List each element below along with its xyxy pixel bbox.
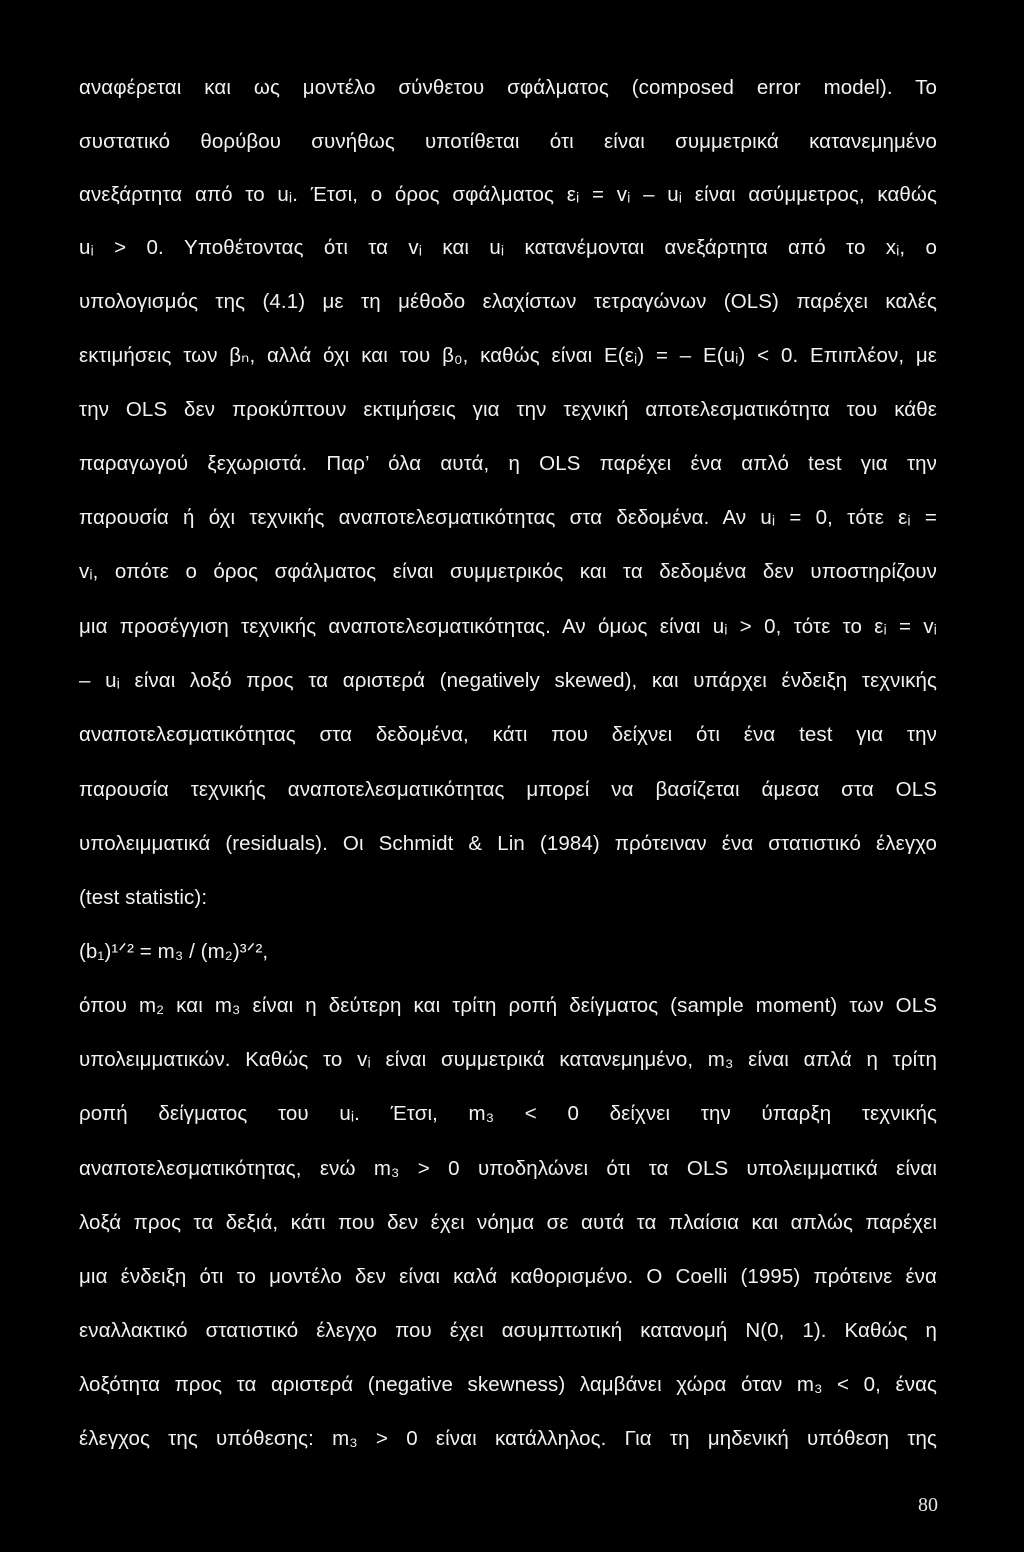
text-line: – uᵢ είναι λοξό προς τα αριστερά (negatively skewed), και υπάρχει ένδειξη τεχνικής [79,669,937,692]
page-number: 80 [918,1494,938,1516]
text-line: έλεγχος της υπόθεσης: m₃ > 0 είναι κατάλληλος. Για τη μηδενική υπόθεση της [79,1427,937,1450]
text-line: εκτιμήσεις των βₙ, αλλά όχι και του β₀, καθώς είναι Ε(εᵢ) = – Ε(uᵢ) < 0. Επιπλέον, με [79,344,937,367]
text-line: λοξότητα προς τα αριστερά (negative skewness) λαμβάνει χώρα όταν m₃ < 0, ένας [79,1373,937,1396]
text-line: (test statistic): [79,886,208,909]
text-line: ροπή δείγματος του uᵢ. Έτσι, m₃ < 0 δείχνει την ύπαρξη τεχνικής [79,1102,937,1125]
text-line: παραγωγού ξεχωριστά. Παρ’ όλα αυτά, η OLS παρέχει ένα απλό test για την [79,452,937,475]
text-line: ανεξάρτητα από το uᵢ. Έτσι, ο όρος σφάλματος εᵢ = vᵢ – uᵢ είναι ασύμμετρος, καθώς [79,183,937,206]
text-line: συστατικό θορύβου συνήθως υποτίθεται ότι είναι συμμετρικά κατανεμημένο [79,130,937,153]
text-line: την OLS δεν προκύπτουν εκτιμήσεις για την τεχνική αποτελεσματικότητα του κάθε [79,398,937,421]
text-line: όπου m₂ και m₃ είναι η δεύτερη και τρίτη ροπή δείγματος (sample moment) των OLS [79,994,937,1017]
text-line: υπολογισμός της (4.1) με τη μέθοδο ελαχίστων τετραγώνων (OLS) παρέχει καλές [79,290,937,313]
text-line: υπολειμματικών. Καθώς το vᵢ είναι συμμετρικά κατανεμημένο, m₃ είναι απλά η τρίτη [79,1048,937,1071]
equation: (b₁)¹ᐟ² = m₃ / (m₂)³ᐟ², [79,940,269,963]
text-line: μια προσέγγιση τεχνικής αναποτελεσματικότητας. Αν όμως είναι uᵢ > 0, τότε το εᵢ = vᵢ [79,615,937,638]
text-line: αναποτελεσματικότητας, ενώ m₃ > 0 υποδηλώνει ότι τα OLS υπολειμματικά είναι [79,1157,937,1180]
text-line: εναλλακτικό στατιστικό έλεγχο που έχει ασυμπτωτική κατανομή N(0, 1). Καθώς η [79,1319,937,1342]
text-line: αναφέρεται και ως μοντέλο σύνθετου σφάλματος (composed error model). Το [79,76,937,99]
text-line: υπολειμματικά (residuals). Οι Schmidt & Lin (1984) πρότειναν ένα στατιστικό έλεγχο [79,832,937,855]
text-line: λοξά προς τα δεξιά, κάτι που δεν έχει νόημα σε αυτά τα πλαίσια και απλώς παρέχει [79,1211,937,1234]
text-line: μια ένδειξη ότι το μοντέλο δεν είναι καλά καθορισμένο. Ο Coelli (1995) πρότεινε ένα [79,1265,937,1288]
text-line: vᵢ, οπότε ο όρος σφάλματος είναι συμμετρικός και τα δεδομένα δεν υποστηρίζουν [79,560,937,583]
text-line: παρουσία τεχνικής αναποτελεσματικότητας μπορεί να βασίζεται άμεσα στα OLS [79,778,937,801]
text-line: uᵢ > 0. Υποθέτοντας ότι τα vᵢ και uᵢ κατανέμονται ανεξάρτητα από το xᵢ, ο [79,236,937,259]
text-line: αναποτελεσματικότητας στα δεδομένα, κάτι που δείχνει ότι ένα test για την [79,723,937,746]
text-line: παρουσία ή όχι τεχνικής αναποτελεσματικότητας στα δεδομένα. Αν uᵢ = 0, τότε εᵢ = [79,506,937,529]
